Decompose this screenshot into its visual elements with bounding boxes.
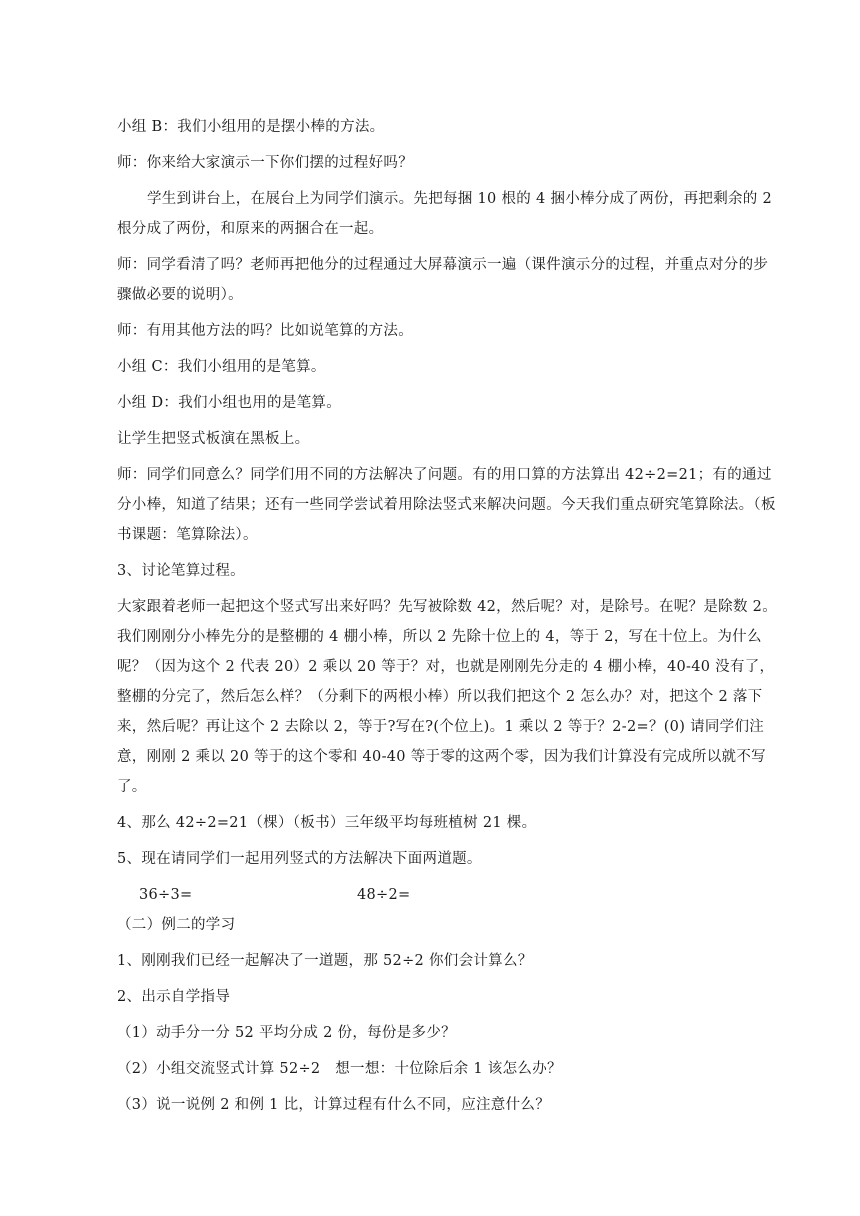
paragraph-vertical-explanation: 大家跟着老师一起把这个竖式写出来好吗？先写被除数 42，然后呢？对，是除号。在呢？是除数 2。我们刚刚分小棒先分的是整棚的 4 棚小棒，所以 2 先除十位上的 4，等于 2，写在十位上。为什么呢？（因为这个 2 代表 20）2 乘以 20 等于？对，也就是刚刚先分走的 4 棚小棒，40-40 没有了，整棚的分完了，然后怎么样？（分剩下的两根小棒）所以我们把这个 2 怎么办？对，把这个 2 落下来，然后呢？再让这个 2 去除以 2，等于?写在?(个位上)。1 乘以 2 等于？2-2=？(0) 请同学们注意，刚刚 2 乘以 20 等于的这个零和 40-40 等于零的这两个零，因为我们计算没有完成所以就不写了。 [117, 599, 777, 795]
paragraph-teacher-ask-demo: 师：你来给大家演示一下你们摆的过程好吗？ [117, 155, 413, 171]
section-title-example-two: （二）例二的学习 [117, 917, 236, 933]
paragraph-group-b: 小组 B：我们小组用的是摆小棒的方法。 [117, 119, 385, 135]
paragraph-group-c: 小组 C：我们小组用的是笔算。 [117, 359, 326, 375]
paragraph-teacher-summary: 师：同学们同意么？同学们用不同的方法解决了问题。有的用口算的方法算出 42÷2=21；有的通过分小棒，知道了结果；还有一些同学尝试着用除法竖式来解决问题。今天我们重点研究笔算除法。（板书课题：笔算除法）。 [117, 467, 776, 543]
item-2: 2、出示自学指导 [117, 989, 231, 1005]
exercise-1: 36÷3= [139, 887, 193, 903]
document-body [117, 112, 777, 1120]
item-1: 1、刚刚我们已经一起解决了一道题，那 52÷2 你们会计算么？ [117, 953, 533, 969]
paragraph-practice-intro: 5、现在请同学们一起用列竖式的方法解决下面两道题。 [117, 851, 482, 867]
paragraph-group-d: 小组 D：我们小组也用的是笔算。 [117, 395, 342, 411]
item-2-2: （2）小组交流竖式计算 52÷2 想一想：十位除后余 1 该怎么办？ [117, 1061, 562, 1077]
paragraph-teacher-screen-demo: 师：同学看清了吗？老师再把他分的过程通过大屏幕演示一遍（课件演示分的过程，并重点对分的步骤做必要的说明）。 [117, 257, 769, 303]
item-2-3: （3）说一说例 2 和例 1 比，计算过程有什么不同，应注意什么？ [117, 1097, 551, 1113]
heading-discuss-process: 3、讨论笔算过程。 [117, 563, 245, 579]
paragraph-teacher-other-methods: 师：有用其他方法的吗？比如说笔算的方法。 [117, 323, 413, 339]
exercise-row [117, 880, 777, 910]
exercise-2: 48÷2= [357, 887, 411, 903]
paragraph-student-demo: 学生到讲台上，在展台上为同学们演示。先把每捆 10 根的 4 捆小棒分成了两份，再把剩余的 2 根分成了两份，和原来的两捆合在一起。 [117, 191, 773, 237]
item-2-1: （1）动手分一分 52 平均分成 2 份，每份是多少？ [117, 1025, 456, 1041]
paragraph-blackboard: 让学生把竖式板演在黑板上。 [117, 431, 310, 447]
paragraph-result: 4、那么 42÷2=21（棵）（板书）三年级平均每班植树 21 棵。 [117, 815, 537, 831]
